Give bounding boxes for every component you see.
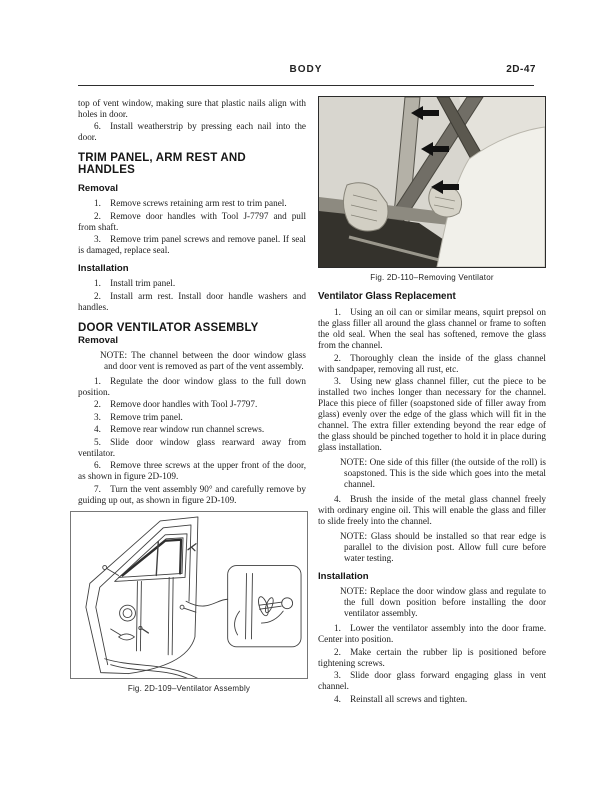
vent-removal-step: 4. Remove rear window run channel screws.: [94, 424, 265, 434]
header-divider: [78, 85, 534, 86]
page-header: [78, 64, 534, 78]
installation-step: 3. Slide door glass forward engaging glass in vent channel.: [318, 670, 546, 691]
trim-removal-heading: Removal: [78, 183, 118, 194]
installation-step: 1. Lower the ventilator assembly into the door frame. Center into position.: [318, 623, 546, 644]
filler-note: NOTE: One side of this filler (the outside of the roll) is soapstoned. This is the side which goes into the metal channel.: [340, 457, 546, 489]
trim-installation-step: 2. Install arm rest. Install door handle washers and handles.: [78, 290, 306, 312]
trim-removal-step: 3. Remove trim panel screws and remove panel. If seal is damaged, replace seal.: [78, 234, 306, 255]
trim-panel-heading: TRIM PANEL, ARM REST AND HANDLES: [78, 152, 246, 176]
installation-note: NOTE: Replace the door window glass and regulate to the full down position before installing the door ventilator assembly.: [340, 586, 546, 618]
figure-2d110-caption: Fig. 2D-110–Removing Ventilator: [370, 273, 494, 282]
figure-ventilator-assembly: [70, 511, 308, 695]
left-column: [78, 96, 306, 706]
trim-removal-step: 2. Remove door handles with Tool J-7797 and pull from shaft.: [78, 210, 306, 232]
trim-removal-step: 1. Remove screws retaining arm rest to trim panel.: [94, 198, 287, 208]
figure-removing-ventilator: [318, 96, 546, 283]
glass-install-note: NOTE: Glass should be installed so that rear edge is parallel to the division post. Allow full cure before water testing.: [340, 531, 546, 563]
vent-removal-step: 6. Remove three screws at the upper front of the door, as shown in figure 2D-109.: [78, 460, 306, 481]
page-title: BODY: [289, 64, 323, 75]
installation-step: 2. Make certain the rubber lip is positioned before tightening screws.: [318, 646, 546, 668]
vent-removal-step: 5. Slide door window glass rearward away from ventilator.: [78, 436, 306, 458]
two-column-layout: [78, 96, 546, 706]
glass-step: 4. Brush the inside of the metal glass channel freely with ordinary engine oil. This will enable the glass and filler to slide freely into the channel.: [318, 494, 546, 526]
glass-step: 1. Using an oil can or similar means, squirt prepsol on the glass filler all around the glass channel or frame to soften the old seal. When the seal has softened, remove the glass from the channel.: [318, 307, 546, 350]
vent-removal-heading: Removal: [78, 334, 118, 346]
figure-2d109-frame: [70, 511, 308, 680]
trim-installation-step: 1. Install trim panel.: [94, 278, 176, 288]
vent-removal-step: 7. Turn the vent assembly 90° and carefully remove by guiding up out, as shown in figure 2D-109.: [78, 483, 306, 505]
installation-heading: Installation: [318, 571, 369, 582]
page-number: 2D-47: [506, 64, 536, 75]
intro-step: 6. Install weatherstrip by pressing each nail into the door.: [78, 121, 306, 142]
figure-2d109-caption: Fig. 2D-109–Ventilator Assembly: [127, 684, 251, 694]
right-column: [318, 96, 546, 706]
intro-paragraph: top of vent window, making sure that plastic nails align with holes in door.: [78, 97, 306, 119]
vent-removal-step: 3. Remove trim panel.: [94, 411, 183, 422]
glass-step: 2. Thoroughly clean the inside of the glass channel with sandpaper, removing all rust, etc.: [318, 352, 546, 374]
figure-2d110-photo: [319, 97, 545, 267]
vent-note: NOTE: The channel between the door window glass and door vent is removed as part of the vent assembly.: [100, 349, 306, 371]
vent-removal-step: 1. Regulate the door window glass to the full down position.: [78, 375, 306, 397]
trim-installation-heading: Installation: [78, 263, 129, 274]
figure-2d109-illustration: [71, 512, 307, 679]
door-ventilator-heading: DOOR VENTILATOR ASSEMBLY: [78, 321, 259, 334]
glass-step: 3. Using new glass channel filler, cut the piece to be installed two inches longer than necessary for the channel. Place this piece of filler (soapstoned side of filler away from glass) evenly over the edge of the glass which will fit in the channel. The extra filler extending beyond the rear edge of the glass should be pinched together to hold it in place during glass installation.: [318, 376, 546, 452]
ventilator-glass-heading: Ventilator Glass Replacement: [318, 291, 456, 302]
vent-removal-step: 2. Remove door handles with Tool J-7797.: [94, 399, 258, 409]
figure-2d110-frame: [318, 96, 546, 268]
installation-step: 4. Reinstall all screws and tighten.: [334, 693, 468, 704]
